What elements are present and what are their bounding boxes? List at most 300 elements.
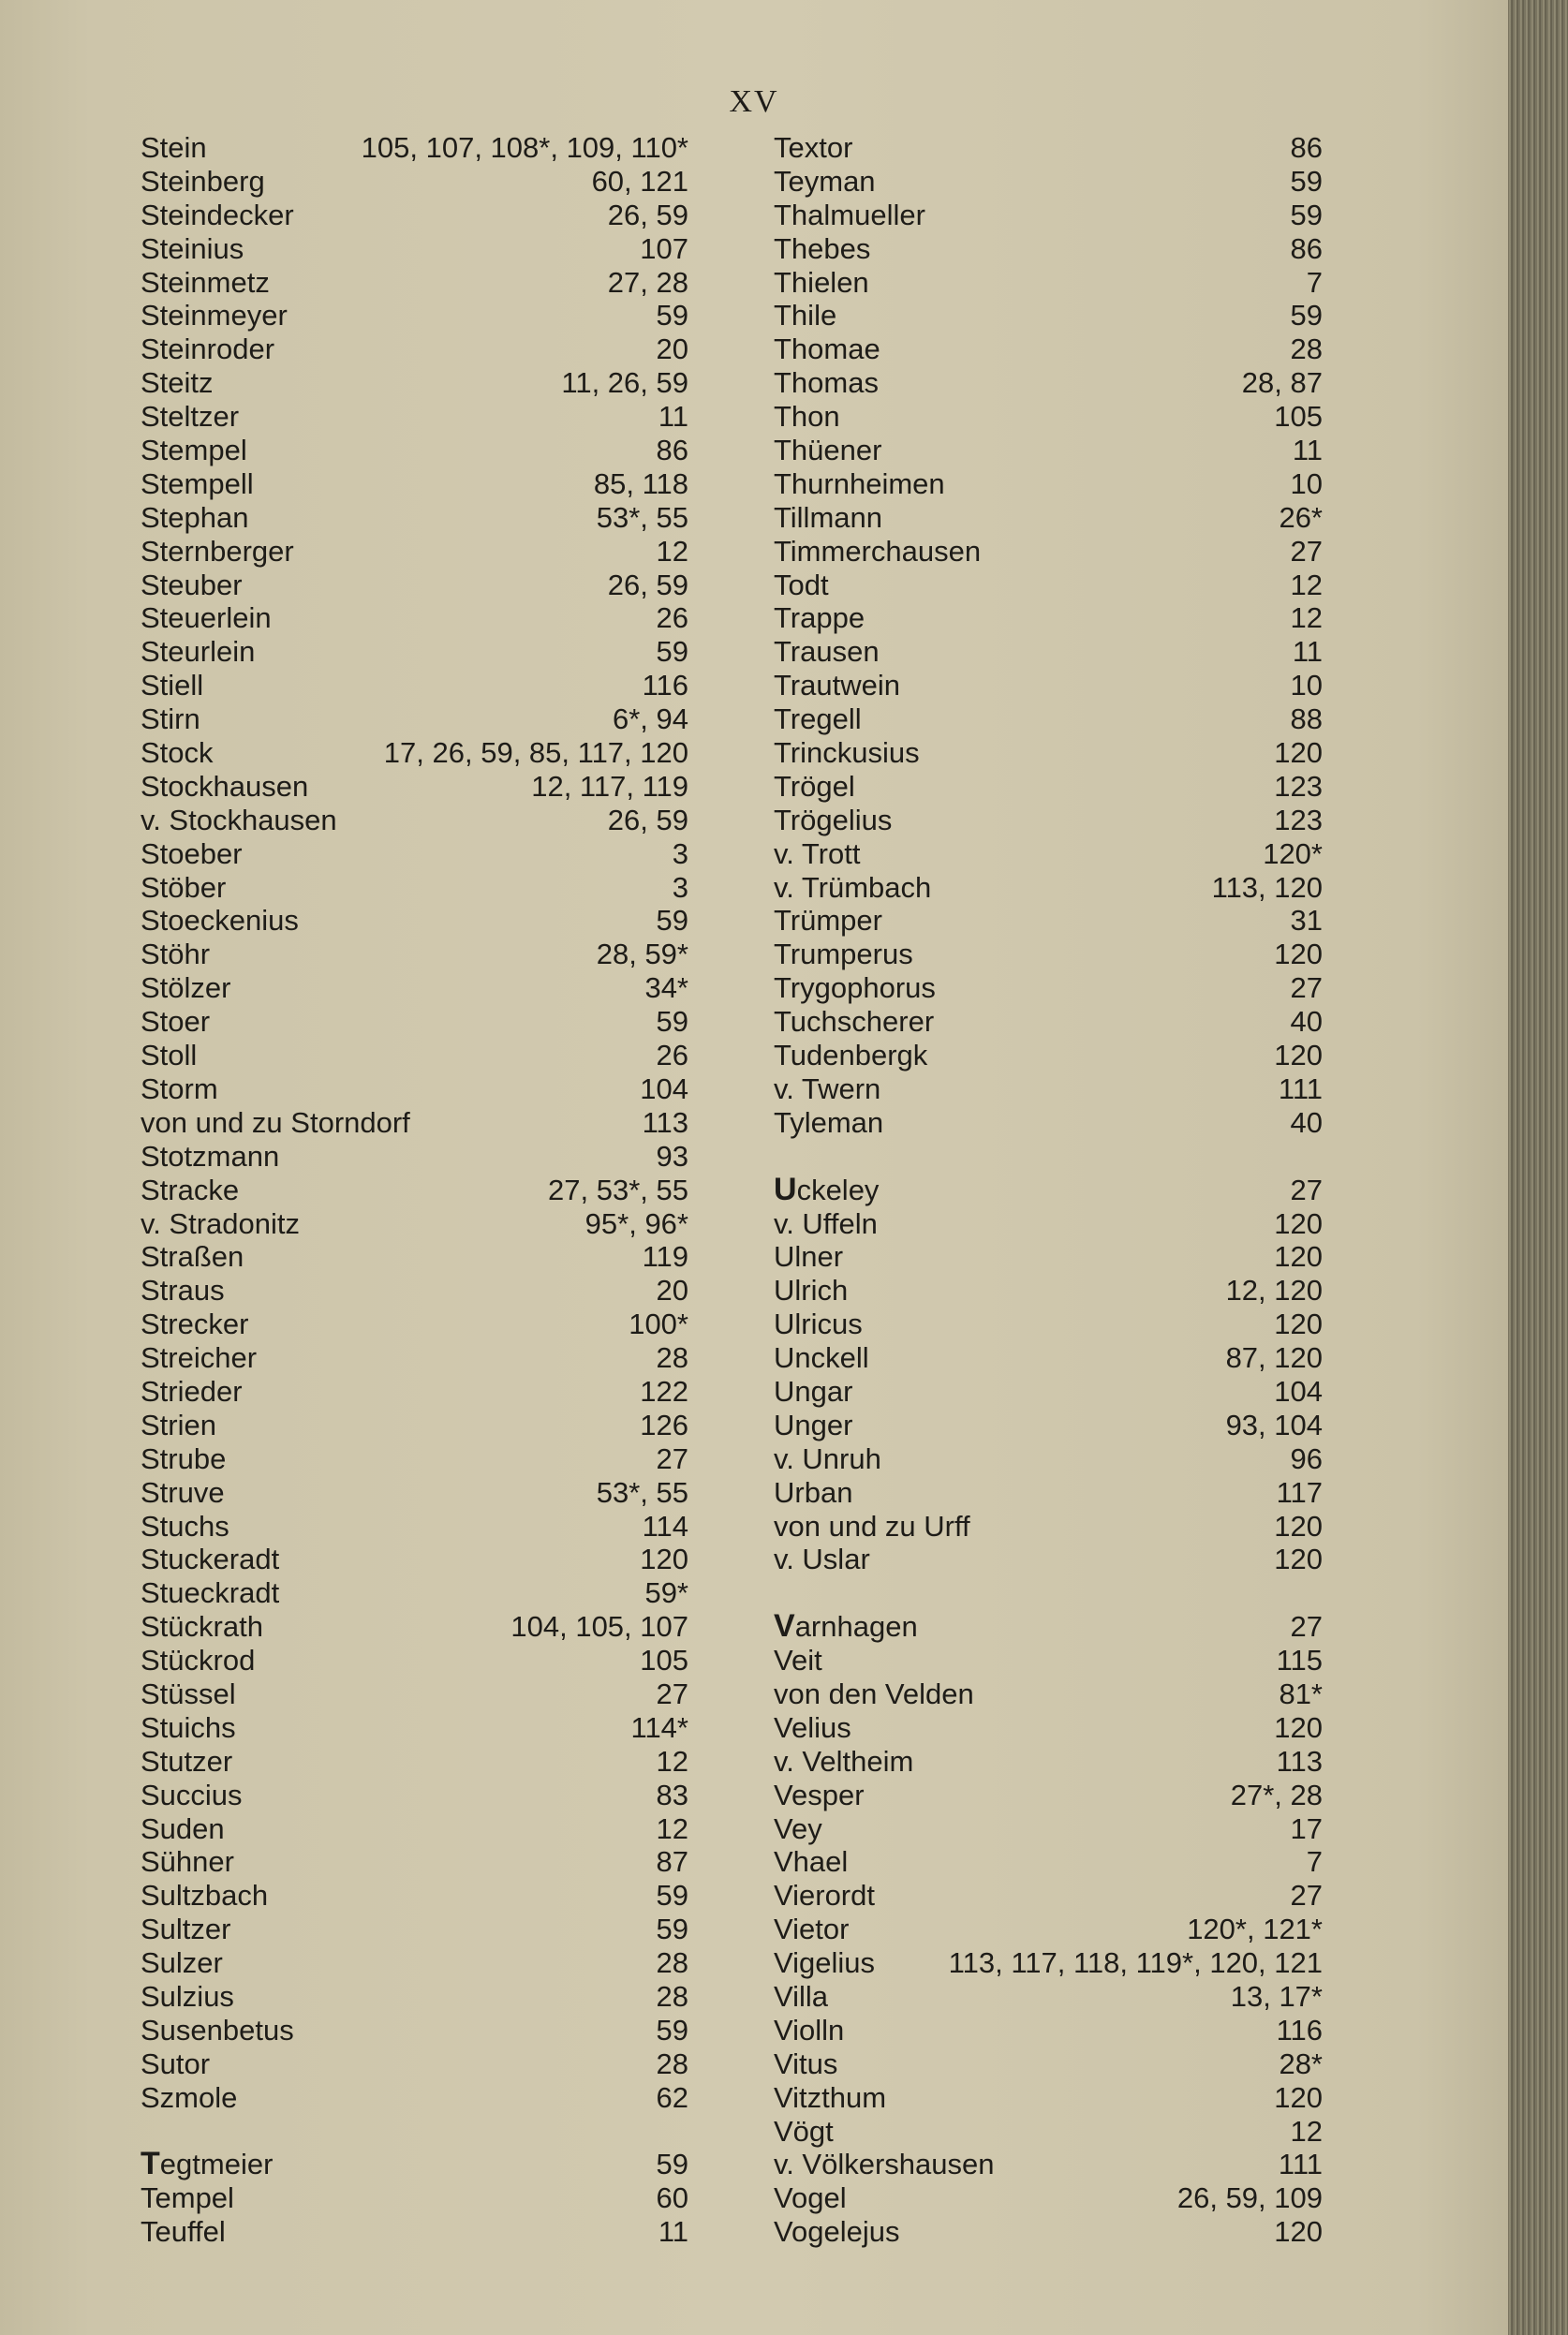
entry-pages: 27: [1290, 1610, 1323, 1644]
entry-name: Tuchscherer: [774, 1005, 935, 1039]
entry-pages: 28: [1290, 333, 1323, 366]
index-entry: [141, 1913, 688, 1946]
entry-pages: 27, 28: [607, 265, 688, 299]
index-entry: [774, 1308, 1323, 1341]
entry-pages: 12: [656, 1744, 688, 1778]
index-entry: [774, 804, 1323, 837]
index-entry: [774, 1207, 1323, 1241]
entry-name: Thüener: [774, 434, 882, 467]
entry-name: Tudenbergk: [774, 1039, 928, 1072]
entry-name: Stoll: [141, 1039, 198, 1072]
entry-pages: 26: [656, 1039, 688, 1072]
entry-name: Tillmann: [774, 500, 882, 534]
entry-pages: 120: [1274, 1543, 1323, 1576]
entry-name: Sutor: [141, 2047, 211, 2080]
entry-name: Thurnheimen: [774, 466, 945, 500]
index-entry: [774, 669, 1323, 702]
entry-pages: 117: [1276, 1475, 1323, 1509]
index-entry: [141, 1845, 688, 1879]
entry-name: Szmole: [141, 2080, 238, 2114]
index-entry: [141, 434, 688, 467]
entry-pages: 53*, 55: [596, 500, 688, 534]
section-initial: V: [774, 1608, 795, 1645]
index-entry: [141, 1409, 688, 1442]
index-entry: [141, 1106, 688, 1140]
entry-name: Stoeckenius: [141, 904, 299, 938]
entry-pages: 53*, 55: [596, 1475, 688, 1509]
index-entry: [774, 2115, 1323, 2149]
entry-pages: 17, 26, 59, 85, 117, 120: [383, 736, 688, 770]
index-entry: [774, 601, 1323, 635]
entry-pages: 59: [656, 904, 688, 938]
index-entry: [774, 266, 1323, 300]
entry-name: Storm: [141, 1071, 218, 1105]
index-entry: [141, 199, 688, 232]
entry-name: Teyman: [774, 164, 876, 198]
index-entry: [141, 1240, 688, 1274]
entry-pages: 120: [1274, 1206, 1323, 1240]
index-entry: [141, 501, 688, 535]
entry-name: Stephan: [141, 500, 249, 534]
index-entry: [774, 837, 1323, 871]
entry-pages: 27: [656, 1441, 688, 1475]
index-entry: [774, 1879, 1323, 1913]
index-entry: [774, 938, 1323, 971]
entry-name: [774, 1171, 880, 1207]
entry-pages: 96: [1290, 1441, 1323, 1475]
index-entry: [141, 702, 688, 736]
entry-pages: 86: [656, 434, 688, 467]
index-entry: [141, 333, 688, 366]
index-entry: [774, 1913, 1323, 1946]
entry-name: v. Unruh: [774, 1441, 881, 1475]
entry-pages: 20: [656, 1274, 688, 1308]
entry-name: Steurlein: [141, 635, 256, 669]
entry-name: Stückrath: [141, 1610, 263, 1644]
entry-name: Strecker: [141, 1308, 249, 1341]
entry-pages: 28, 87: [1241, 366, 1323, 400]
entry-name: Steuerlein: [141, 601, 272, 635]
index-entry: [141, 165, 688, 199]
index-entry: [141, 736, 688, 770]
entry-pages: 123: [1274, 803, 1323, 836]
entry-name: Stiell: [141, 669, 204, 702]
index-entry: [141, 938, 688, 971]
entry-name: Stölzer: [141, 971, 231, 1005]
entry-pages: 27: [1290, 534, 1323, 568]
index-entry: [774, 1476, 1323, 1510]
entry-pages: 28: [656, 1341, 688, 1375]
index-entry: [774, 2014, 1323, 2047]
index-entry: [774, 501, 1323, 535]
entry-name: Vierordt: [774, 1879, 875, 1913]
page-number: XV: [729, 84, 779, 119]
entry-name: Vögt: [774, 2114, 834, 2148]
index-entry: [774, 1610, 1323, 1644]
index-entry: [774, 1576, 1323, 1610]
entry-name: Vogel: [774, 2181, 847, 2215]
index-entry: [774, 1341, 1323, 1375]
entry-name: Ulrich: [774, 1274, 849, 1308]
entry-name: Vey: [774, 1811, 822, 1845]
entry-pages: 59: [656, 1879, 688, 1913]
entry-pages: 116: [1276, 2013, 1323, 2047]
index-entry: [141, 535, 688, 569]
entry-name-rest: egtmeier: [159, 2148, 274, 2181]
entry-pages: 10: [1290, 669, 1323, 702]
index-entry: [141, 1576, 688, 1610]
entry-name: Stuckeradt: [141, 1543, 280, 1576]
entry-pages: 26*: [1279, 500, 1323, 534]
entry-name: Timmerchausen: [774, 534, 982, 568]
entry-pages: 120: [640, 1543, 688, 1576]
index-entry: [141, 1140, 688, 1174]
index-entry: [774, 1711, 1323, 1745]
index-entry: [141, 1711, 688, 1745]
entry-pages: 120: [1274, 1710, 1323, 1744]
index-entry: [141, 871, 688, 905]
entry-pages: 93: [656, 1139, 688, 1173]
entry-name: Sühner: [141, 1845, 234, 1879]
entry-name: Straus: [141, 1274, 225, 1308]
entry-pages: 120: [1274, 938, 1323, 971]
entry-pages: 59: [656, 2013, 688, 2047]
entry-pages: 59: [656, 635, 688, 669]
entry-name-rest: ckeley: [796, 1173, 880, 1206]
entry-name: Urban: [774, 1475, 853, 1509]
entry-pages: 6*, 94: [612, 702, 688, 736]
entry-name: Unger: [774, 1408, 853, 1441]
section-initial: U: [774, 1171, 797, 1207]
index-entry: [774, 1812, 1323, 1846]
index-entry: [774, 1543, 1323, 1576]
entry-pages: 12: [656, 1811, 688, 1845]
entry-name: Steinroder: [141, 333, 275, 366]
index-entry: [774, 1072, 1323, 1106]
entry-pages: 28: [656, 2047, 688, 2080]
index-entry: [141, 1745, 688, 1779]
index-entry: [774, 702, 1323, 736]
entry-name: Trögelius: [774, 803, 893, 836]
entry-name: Unckell: [774, 1341, 869, 1375]
entry-pages: 27*, 28: [1230, 1778, 1323, 1811]
index-entry: [774, 1644, 1323, 1677]
entry-name: Tyleman: [774, 1105, 884, 1139]
entry-name: Streicher: [141, 1341, 258, 1375]
entry-name: Trumperus: [774, 938, 913, 971]
entry-name: Trinckusius: [774, 736, 920, 770]
index-entry: [774, 1171, 1323, 1207]
entry-name: Trygophorus: [774, 971, 936, 1005]
entry-name: Textor: [774, 131, 853, 164]
entry-pages: 83: [656, 1778, 688, 1811]
entry-pages: 59: [656, 1005, 688, 1039]
entry-name: v. Trott: [774, 836, 861, 870]
index-entry: [141, 366, 688, 400]
index-entry: [141, 400, 688, 434]
entry-name: Sulzer: [141, 1946, 223, 1980]
entry-pages: 88: [1290, 702, 1323, 736]
index-column-right: [774, 131, 1323, 2249]
entry-pages: 26, 59, 109: [1176, 2181, 1323, 2215]
entry-pages: 105: [1274, 400, 1323, 434]
entry-name: v. Twern: [774, 1071, 881, 1105]
entry-name: [141, 2148, 273, 2181]
entry-name: v. Stockhausen: [141, 803, 337, 836]
entry-pages: 85, 118: [593, 466, 688, 500]
index-entry: [141, 1610, 688, 1644]
index-entry: [141, 1543, 688, 1576]
entry-pages: 113, 117, 118, 119*, 120, 121: [948, 1946, 1323, 1980]
entry-name: Vigelius: [774, 1946, 876, 1980]
index-entry: [141, 904, 688, 938]
entry-name: Stückrod: [141, 1644, 256, 1677]
index-entry: [141, 2215, 688, 2249]
index-entry: [141, 1005, 688, 1039]
index-entry: [141, 1980, 688, 2014]
entry-pages: 120: [1274, 2215, 1323, 2249]
entry-pages: 12: [1290, 568, 1323, 601]
entry-pages: 115: [1276, 1644, 1323, 1677]
entry-pages: 123: [1274, 769, 1323, 803]
entry-name: Succius: [141, 1778, 243, 1811]
entry-name: Struve: [141, 1475, 225, 1509]
entry-pages: 86: [1290, 131, 1323, 164]
index-entry: [141, 1442, 688, 1476]
entry-name: Tempel: [141, 2181, 234, 2215]
entry-pages: 126: [640, 1408, 688, 1441]
entry-pages: 105, 107, 108*, 109, 110*: [361, 131, 688, 164]
entry-name: Villa: [774, 1979, 829, 2013]
entry-name: Steinius: [141, 231, 244, 265]
entry-name: Susenbetus: [141, 2013, 294, 2047]
entry-pages: 12: [656, 534, 688, 568]
index-entry: [141, 1274, 688, 1308]
entry-name: von und zu Urff: [774, 1509, 970, 1543]
index-entry: [141, 131, 688, 165]
index-entry: [774, 2181, 1323, 2215]
index-entry: [141, 1812, 688, 1846]
index-entry: [774, 1106, 1323, 1140]
index-entry: [774, 535, 1323, 569]
entry-pages: 59: [1290, 299, 1323, 333]
entry-name: Todt: [774, 568, 829, 601]
index-entry: [774, 1240, 1323, 1274]
entry-name: Steitz: [141, 366, 214, 400]
entry-pages: 86: [1290, 231, 1323, 265]
entry-pages: 17: [1290, 1811, 1323, 1845]
entry-pages: 11: [658, 400, 688, 434]
entry-name: Stuichs: [141, 1710, 236, 1744]
section-gap: [141, 2115, 688, 2149]
entry-name: v. Trümbach: [774, 870, 932, 904]
entry-pages: 12: [1290, 601, 1323, 635]
index-entry: [141, 2014, 688, 2047]
entry-pages: 7: [1306, 265, 1323, 299]
index-entry: [774, 2047, 1323, 2081]
entry-pages: 28: [656, 1979, 688, 2013]
entry-pages: 104, 105, 107: [510, 1610, 688, 1644]
entry-pages: 104: [1274, 1374, 1323, 1408]
entry-name: Thile: [774, 299, 837, 333]
index-entry: [141, 1476, 688, 1510]
entry-name: Stotzmann: [141, 1139, 280, 1173]
index-column-left: [141, 131, 688, 2249]
entry-name: Vitus: [774, 2047, 838, 2080]
index-entry: [774, 1409, 1323, 1442]
entry-name: Trögel: [774, 769, 855, 803]
entry-pages: 12, 117, 119: [531, 769, 688, 803]
entry-name: Steinmetz: [141, 265, 270, 299]
entry-name: Stirn: [141, 702, 200, 736]
index-entry: [774, 434, 1323, 467]
entry-pages: 104: [640, 1071, 688, 1105]
index-entry: [141, 1341, 688, 1375]
index-entry: [141, 1174, 688, 1207]
entry-pages: 113: [1276, 1744, 1323, 1778]
index-entry: [774, 871, 1323, 905]
entry-pages: 27, 53*, 55: [548, 1173, 688, 1206]
entry-name: Stutzer: [141, 1744, 233, 1778]
index-entry: [774, 1779, 1323, 1812]
entry-pages: 40: [1290, 1005, 1323, 1039]
section-initial: T: [141, 2146, 160, 2182]
entry-name: Thebes: [774, 231, 871, 265]
index-entry: [774, 971, 1323, 1005]
entry-name: [774, 1610, 918, 1644]
entry-name: Stein: [141, 131, 207, 164]
index-entry: [141, 2148, 688, 2181]
entry-name: Strube: [141, 1441, 227, 1475]
index-entry: [141, 770, 688, 804]
index-entry: [141, 299, 688, 333]
index-entry: [141, 1207, 688, 1241]
entry-name: Teuffel: [141, 2215, 226, 2249]
index-entry: [774, 1375, 1323, 1409]
index-entry: [774, 1946, 1323, 1980]
index-entry: [141, 601, 688, 635]
index-entry: [141, 804, 688, 837]
entry-pages: 59: [656, 1913, 688, 1946]
entry-pages: 81*: [1279, 1677, 1323, 1710]
entry-pages: 11: [1292, 434, 1323, 467]
index-entry: [774, 199, 1323, 232]
entry-name: Thalmueller: [774, 198, 925, 231]
entry-name: Steindecker: [141, 198, 294, 231]
index-entry: [141, 669, 688, 702]
entry-pages: 120*: [1263, 836, 1323, 870]
entry-name: Vitzthum: [774, 2080, 887, 2114]
entry-name: Thon: [774, 400, 840, 434]
entry-pages: 27: [1290, 1173, 1323, 1206]
entry-pages: 60: [656, 2181, 688, 2215]
entry-name: Stock: [141, 736, 214, 770]
entry-pages: 113: [642, 1105, 688, 1139]
entry-name: Thielen: [774, 265, 869, 299]
index-entry: [141, 232, 688, 266]
entry-pages: 12: [1290, 2114, 1323, 2148]
entry-pages: 13, 17*: [1230, 1979, 1323, 2013]
entry-pages: 10: [1290, 466, 1323, 500]
index-entry: [774, 1845, 1323, 1879]
entry-pages: 120: [1274, 1240, 1323, 1274]
index-entry: [774, 467, 1323, 501]
index-entry: [774, 736, 1323, 770]
entry-pages: 62: [656, 2080, 688, 2114]
entry-pages: 111: [1278, 1071, 1323, 1105]
index-entry: [774, 366, 1323, 400]
index-entry: [774, 1005, 1323, 1039]
entry-pages: 105: [640, 1644, 688, 1677]
entry-pages: 59: [656, 299, 688, 333]
entry-pages: 87: [656, 1845, 688, 1879]
entry-name: Veit: [774, 1644, 822, 1677]
entry-name: Trautwein: [774, 669, 900, 702]
entry-pages: 95*, 96*: [584, 1206, 688, 1240]
entry-pages: 120: [1274, 2080, 1323, 2114]
entry-pages: 28: [656, 1946, 688, 1980]
entry-pages: 3: [672, 870, 688, 904]
entry-name: Thomas: [774, 366, 879, 400]
entry-name: Stempel: [141, 434, 247, 467]
index-entry: [774, 2215, 1323, 2249]
index-entry: [774, 1980, 1323, 2014]
entry-name: von und zu Storndorf: [141, 1105, 410, 1139]
index-entry: [774, 904, 1323, 938]
entry-name: Stüssel: [141, 1677, 236, 1710]
entry-name: Vogelejus: [774, 2215, 900, 2249]
entry-name: Tregell: [774, 702, 862, 736]
index-entry: [141, 569, 688, 602]
entry-name: Steltzer: [141, 400, 240, 434]
entry-name: Strieder: [141, 1374, 243, 1408]
entry-pages: 11: [658, 2215, 688, 2249]
entry-pages: 27: [1290, 971, 1323, 1005]
entry-name: Stracke: [141, 1173, 240, 1206]
entry-name: v. Veltheim: [774, 1744, 914, 1778]
entry-pages: 114: [642, 1509, 688, 1543]
index-entry: [141, 2181, 688, 2215]
entry-name: Trümper: [774, 904, 882, 938]
entry-pages: 12, 120: [1225, 1274, 1323, 1308]
entry-name: Thomae: [774, 333, 880, 366]
entry-pages: 26, 59: [607, 568, 688, 601]
entry-name: Stoeber: [141, 836, 243, 870]
index-entry: [141, 1644, 688, 1677]
index-entry: [141, 1779, 688, 1812]
entry-name: Stoer: [141, 1005, 211, 1039]
entry-name: Vesper: [774, 1778, 865, 1811]
entry-name: Steinmeyer: [141, 299, 288, 333]
entry-name: Steinberg: [141, 164, 265, 198]
entry-name: Vietor: [774, 1913, 850, 1946]
entry-name: Vhael: [774, 1845, 849, 1879]
index-entry: [141, 467, 688, 501]
entry-name: Sulzius: [141, 1979, 234, 2013]
index-entry: [774, 1274, 1323, 1308]
entry-pages: 3: [672, 836, 688, 870]
index-entry: [141, 971, 688, 1005]
index-entry: [774, 131, 1323, 165]
entry-pages: 100*: [629, 1308, 688, 1341]
entry-name: Strien: [141, 1408, 216, 1441]
entry-pages: 34*: [644, 971, 688, 1005]
entry-pages: 59: [1290, 164, 1323, 198]
entry-name: Sternberger: [141, 534, 294, 568]
entry-name: Ungar: [774, 1374, 853, 1408]
entry-pages: 120: [1274, 1509, 1323, 1543]
index-entry: [774, 569, 1323, 602]
